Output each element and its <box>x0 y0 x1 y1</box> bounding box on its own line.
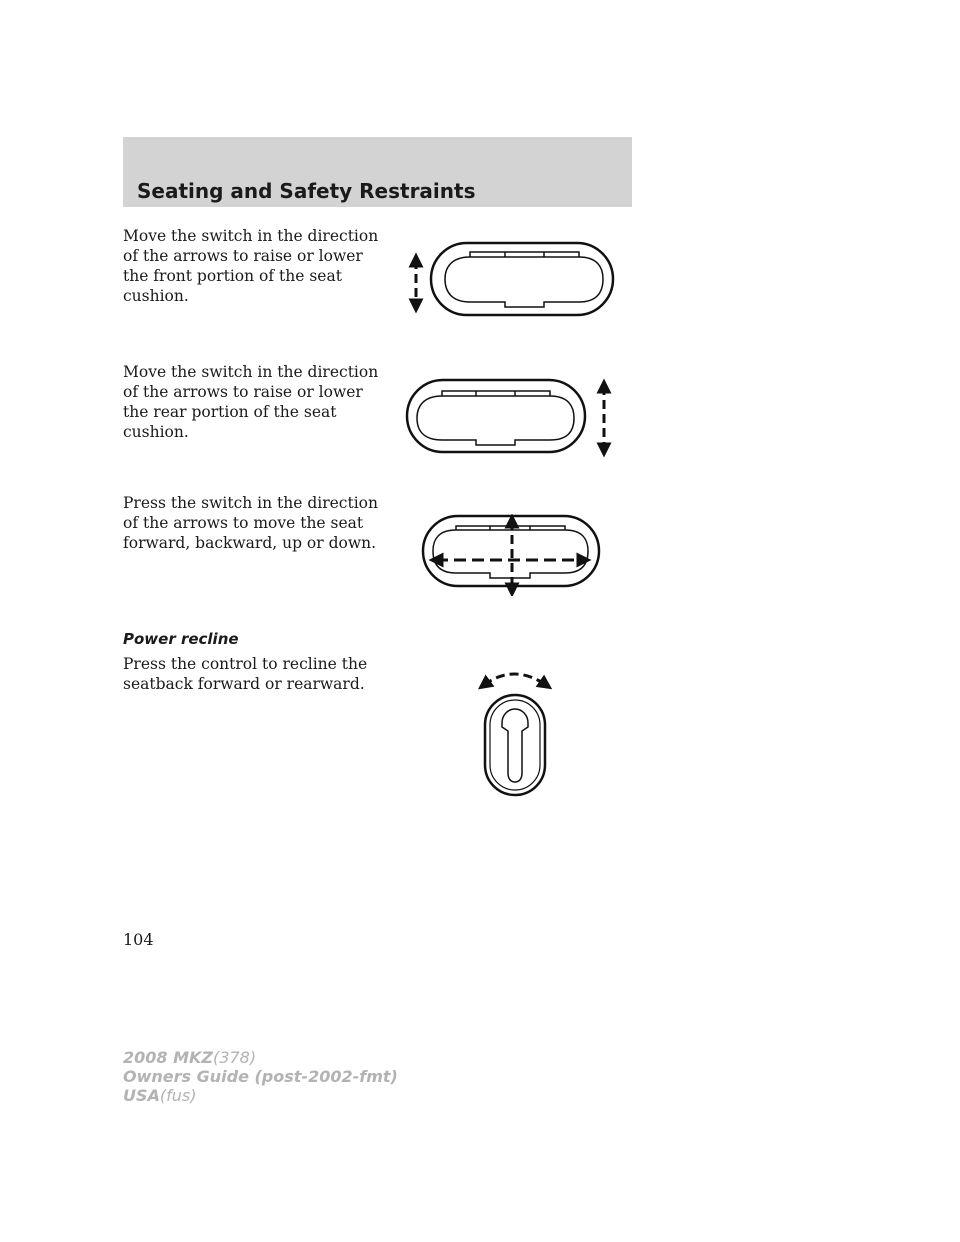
seat-fore-aft-switch-icon <box>420 512 606 596</box>
seat-rear-tilt-switch-icon <box>402 374 620 458</box>
footer-market-code: (fus) <box>159 1086 197 1105</box>
footer-model: 2008 MKZ <box>123 1048 214 1067</box>
footer <box>123 1048 398 1105</box>
paragraph-front-tilt: Move the switch in the direction of the arrows to raise or lower the front portion of the seat cushion. <box>123 227 379 305</box>
footer-line-model <box>123 1048 398 1067</box>
footer-line-market <box>123 1086 398 1105</box>
footer-model-code: (378) <box>213 1048 257 1067</box>
footer-market: USA <box>123 1086 160 1105</box>
paragraph-rear-tilt: Move the switch in the direction of the arrows to raise or lower the rear portion of the seat cushion. <box>123 363 379 441</box>
footer-line-guide <box>123 1067 398 1086</box>
page-number: 104 <box>123 930 154 949</box>
seat-recline-control-icon <box>476 665 556 799</box>
seat-front-tilt-switch-icon <box>402 240 620 322</box>
subheading-power-recline: Power recline <box>123 630 239 648</box>
footer-guide: Owners Guide (post-2002-fmt) <box>123 1067 398 1086</box>
paragraph-recline: Press the control to recline the seatback forward or rearward. <box>123 655 368 693</box>
header-band <box>123 137 632 207</box>
section-title: Seating and Safety Restraints <box>137 179 476 203</box>
paragraph-fore-aft: Press the switch in the direction of the arrows to move the seat forward, backward, up or down. <box>123 494 378 552</box>
